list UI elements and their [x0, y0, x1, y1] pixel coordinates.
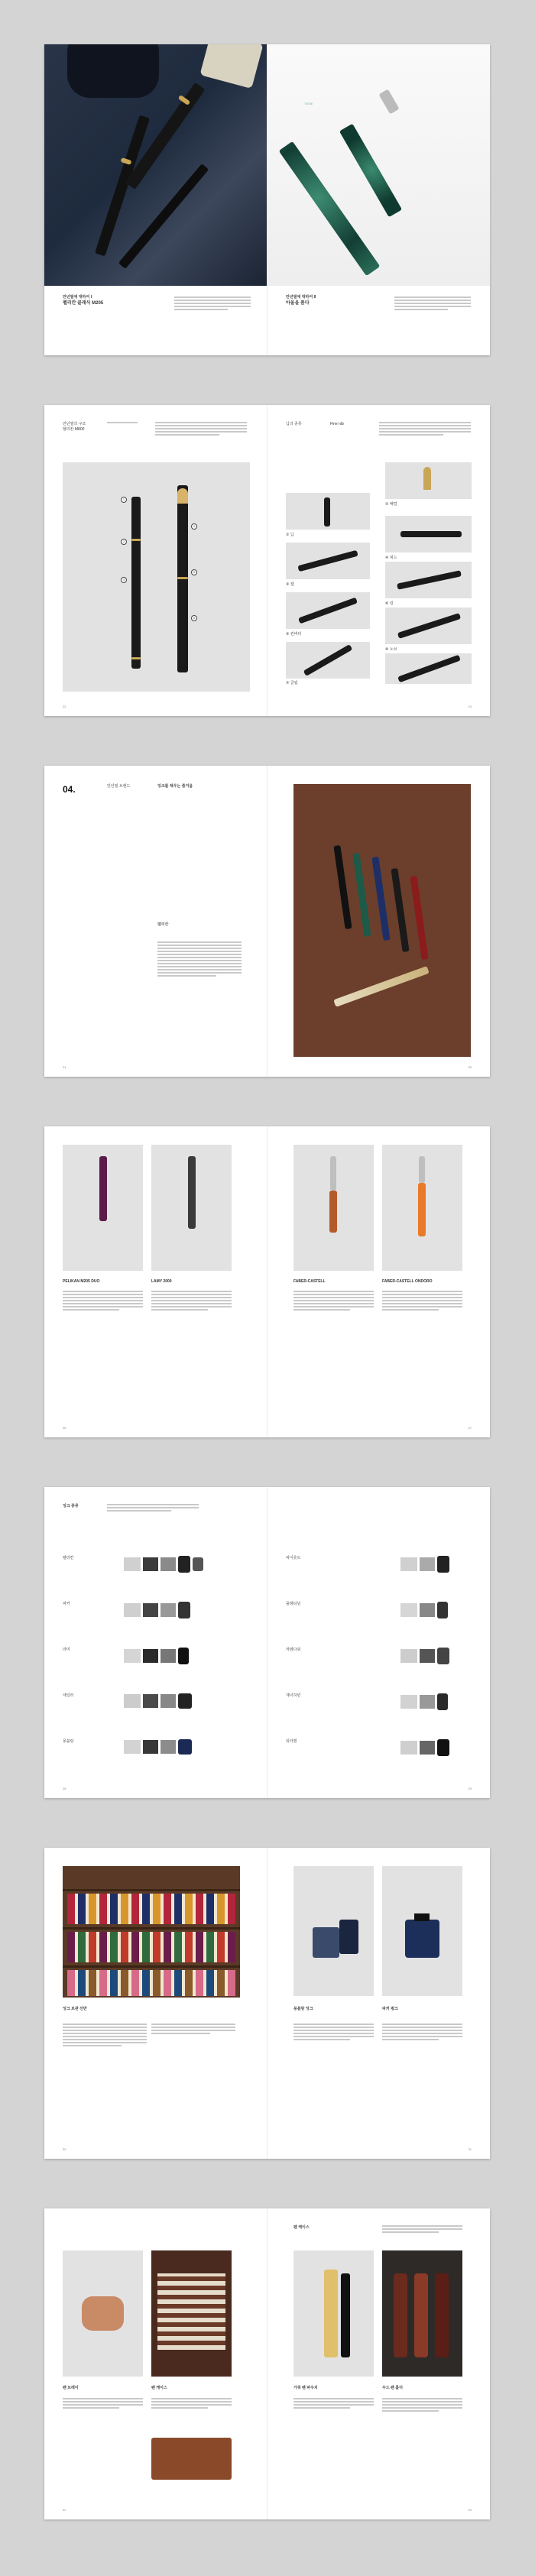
right-sub: Fine nib: [330, 422, 344, 426]
page-number-left: 32: [63, 2508, 66, 2512]
mid-caption: 몽블랑 잉크: [293, 2007, 313, 2011]
page-number-left: 30: [63, 2147, 66, 2151]
photo-pens-on-leather: [44, 44, 267, 286]
left-title: 만년필의 구조: [63, 422, 86, 426]
thumb-label: ⑦ 클립: [286, 681, 298, 685]
callout-1: 1: [121, 497, 127, 503]
photo-pen-tray: [63, 2250, 143, 2377]
thumb-label: ⑤ 컨버터: [286, 632, 302, 637]
photo-green-pen: [268, 44, 490, 286]
callout-4: 4: [191, 523, 197, 530]
right-body-text: [394, 296, 471, 312]
ink-row-label: 세일러: [63, 1693, 74, 1698]
spread-7: [44, 2208, 490, 2519]
chapter-number: 04.: [63, 784, 76, 795]
thumb-label: ⑥ 링: [385, 601, 394, 606]
spread-6: [44, 1848, 490, 2159]
ink-heading: 잉크 종류: [63, 1504, 79, 1508]
thumb-image: [385, 653, 472, 684]
left-caption: 잉크 보관 선반: [63, 2007, 87, 2011]
gutter: [267, 405, 268, 716]
right-title: 아울을 품다: [286, 301, 310, 306]
ink-row-label: 파커: [63, 1602, 70, 1606]
pen-caption-4: FABER-CASTELL ONDORO: [382, 1279, 433, 1284]
ink-row-label: 펠리칸: [63, 1556, 74, 1560]
left-body-text: [155, 422, 247, 437]
thumb-image: [385, 608, 472, 644]
nib-thumbnail-grid: [286, 462, 472, 692]
right-desc-1: [293, 2398, 374, 2410]
ink-row-label: 몽블랑: [63, 1739, 74, 1744]
spread-2: [44, 405, 490, 716]
ink-swatch-row: [124, 1602, 190, 1619]
right-intro-text: [382, 2225, 462, 2234]
gutter: [267, 1126, 268, 1437]
right-desc: [382, 2024, 462, 2042]
right-desc-2: [382, 2398, 462, 2413]
thumb-image: [286, 493, 370, 530]
right-body-text: [379, 422, 471, 437]
photo-ink-bottle-2: [382, 1866, 462, 1996]
left-body-text: [174, 296, 251, 312]
pen-caption-2: LAMY 2000: [151, 1279, 172, 1284]
thumb-label: ④ 피드: [385, 556, 397, 560]
ink-row-label: 플래티넘: [286, 1602, 301, 1606]
page-number-left: 28: [63, 1787, 66, 1790]
left-sub: 펠리칸 M800: [63, 427, 85, 432]
photo-ink-shelf: [63, 1866, 240, 1998]
ink-row-label: 라미: [63, 1648, 70, 1652]
right-caption: 파커 큉크: [382, 2007, 398, 2011]
ink-swatch-row: [400, 1602, 448, 1619]
pen-desc-3: [293, 1291, 374, 1312]
left-desc-2: [151, 2024, 235, 2036]
photo-pen-case: [151, 2250, 232, 2377]
pen-photo-3: [293, 1145, 374, 1271]
left-heading: 만년필에 대하여 I: [63, 295, 92, 300]
chapter-title: 만년필 브랜드: [107, 784, 131, 789]
pen-shape: [99, 1156, 107, 1221]
ink-intro-text: [107, 1504, 199, 1513]
ink-row-label: 파이롯트: [286, 1556, 301, 1560]
gutter: [267, 766, 268, 1077]
thumb-image: [286, 592, 370, 629]
ink-swatch-row: [124, 1739, 192, 1755]
callout-5: 5: [191, 569, 197, 575]
photo-pens-on-brown: [293, 784, 471, 1057]
chapter-subtitle: 잉크를 채우는 즐거움: [157, 784, 193, 789]
ink-row-label: 까렌다쉬: [286, 1648, 301, 1652]
right-caption: TWSBI: [304, 102, 313, 105]
ink-swatch-row: [400, 1556, 449, 1573]
ink-swatch-row: [124, 1556, 203, 1573]
right-label: 닙의 종류: [286, 422, 302, 426]
thumb-image: [286, 543, 370, 579]
intro-heading: 펠리칸: [157, 922, 169, 927]
left-desc-1: [63, 2398, 143, 2410]
ink-swatch-row: [400, 1739, 449, 1756]
right-heading: 만년필에 대하여 II: [286, 295, 316, 300]
left-caption-2: 펜 케이스: [151, 2386, 167, 2390]
ink-swatch-row: [400, 1693, 448, 1710]
pen-desc-4: [382, 1291, 462, 1312]
ink-row-label: 제이허빈: [286, 1693, 301, 1698]
left-desc-2: [151, 2398, 232, 2410]
page-number-right: 31: [468, 2147, 472, 2151]
thumb-image: [286, 642, 370, 679]
callout-6: 6: [191, 615, 197, 621]
thumb-label: ① 닙: [286, 533, 294, 537]
page-number-left: 22: [63, 705, 66, 708]
thumb-label: ③ 캡: [286, 582, 294, 587]
pen-photo-4: [382, 1145, 462, 1271]
anatomy-image: [63, 462, 250, 692]
pen-desc-1: [63, 1291, 143, 1312]
page-number-right: 23: [468, 705, 472, 708]
photo-wood-holder: [382, 2250, 462, 2377]
callout-2: 2: [121, 539, 127, 545]
spread-5: [44, 1487, 490, 1798]
pen-photo-2: [151, 1145, 232, 1271]
thumb-image: [385, 516, 472, 552]
pen-photo-1: [63, 1145, 143, 1271]
left-caption-1: 펜 트레이: [63, 2386, 79, 2390]
photo-leather-pouch: [293, 2250, 374, 2377]
ink-swatch-row: [124, 1693, 192, 1709]
thumb-label: ⑧ 노브: [385, 647, 397, 652]
callout-3: 3: [121, 577, 127, 583]
page-number-left: 24: [63, 1065, 66, 1069]
thumb-image: [385, 462, 472, 499]
gutter: [267, 1487, 268, 1798]
ink-swatch-row: [124, 1648, 189, 1664]
photo-leather-roll: [151, 2438, 232, 2480]
left-title: 펠리칸 클래식 M205: [63, 301, 104, 306]
mid-desc: [293, 2024, 374, 2042]
spread-3: [44, 766, 490, 1077]
ink-swatch-row: [400, 1648, 449, 1664]
left-desc: [63, 2024, 147, 2048]
pen-caption-1: PELIKAN M205 DUO: [63, 1279, 100, 1284]
spread-1: [44, 44, 490, 355]
photo-ink-bottle-1: [293, 1866, 374, 1996]
intro-body-text: [157, 941, 242, 978]
pen-desc-2: [151, 1291, 232, 1312]
spread-4: [44, 1126, 490, 1437]
right-caption-2: 우드 펜 홀더: [382, 2386, 403, 2390]
page-number-left: 26: [63, 1426, 66, 1430]
ink-row-label: 워터맨: [286, 1739, 297, 1744]
page-number-right: 27: [468, 1426, 472, 1430]
page-number-right: 33: [468, 2508, 472, 2512]
right-caption-1: 가죽 펜 파우치: [293, 2386, 318, 2390]
page-number-right: 29: [468, 1787, 472, 1790]
thumb-image: [385, 562, 472, 598]
thumb-label: ② 배럴: [385, 502, 397, 507]
right-heading: 펜 케이스: [293, 2225, 310, 2230]
page-number-right: 25: [468, 1065, 472, 1069]
gutter: [267, 2208, 268, 2519]
gutter: [267, 1848, 268, 2159]
left-col-text: [107, 422, 138, 425]
pen-caption-3: FABER-CASTELL: [293, 1279, 326, 1284]
